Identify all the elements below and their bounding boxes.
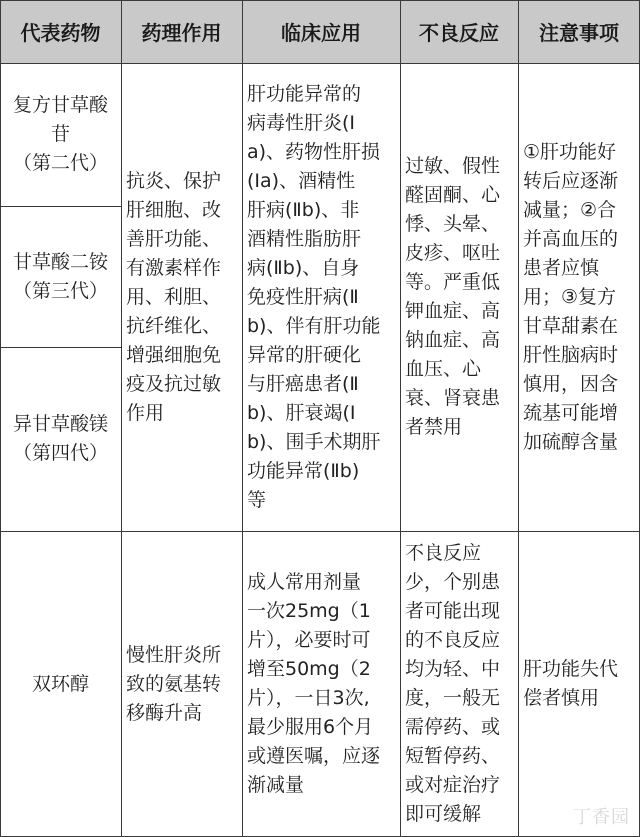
notes-cell: 肝功能失代 偿者慎用 [523, 658, 619, 709]
row-divider [0, 531, 640, 532]
drug-name-cell: 双环醇 [31, 672, 89, 695]
header-adverse: 不良反应 [400, 0, 518, 63]
clinical-cell: 肝功能异常的 病毒性肝炎(Ⅰ a)、药物性肝损 (Ⅰa)、酒精性 肝病(Ⅱb)、非 酒精性脂肪肝 病(Ⅱb)、自身 免疫性肝病(Ⅱ b)、伴有肝功能 异常的肝硬化 与肝癌患者(Ⅱ b)、肝衰竭(Ⅰ b)、围手术期肝 功能异常(Ⅱb) 等 [247, 82, 381, 511]
header-notes: 注意事项 [518, 0, 640, 63]
pharmacology-cell: 抗炎、保护 肝细胞、改 善肝功能、 有激素样作 用、利胆、 抗纤维化、 增强细胞免 疫及抗过敏 作用 [126, 169, 222, 424]
clinical-cell: 成人常用剂量 一次25mg（1 片），必要时可 增至50mg（2 片），一日3次, 最少服用6个月 或遵医嘱，应逐 渐减量 [247, 571, 381, 796]
row-divider [0, 347, 121, 348]
row-divider [0, 63, 640, 64]
notes-cell: ①肝功能好 转后应逐渐 减量；②合 并高血压的 患者应慎 用；③复方 甘草甜素在 肝性脑病时 慎用，因含 巯基可能增 加硫醇含量 [523, 140, 619, 453]
adverse-cell: 不良反应 少，个别患 者可能出现 的不良反应 均为轻、中 度，一般无 需停药、或 短暂停药、 或对症治疗 即可缓解 [405, 542, 501, 825]
watermark-logo: 丁香园 [573, 807, 630, 828]
column-divider [121, 0, 122, 837]
header-clinical: 临床应用 [242, 0, 400, 63]
column-divider [242, 0, 243, 837]
column-divider [518, 0, 519, 837]
header-drug: 代表药物 [0, 0, 121, 63]
adverse-cell: 过敏、假性 醛固酮、心 悸、头晕、 皮疹、呕吐 等。严重低 钾血症、高 钠血症、高 血压、心 衰、肾衰患 者禁用 [405, 155, 501, 438]
row-divider [0, 206, 121, 207]
pharmacology-cell: 慢性肝炎所 致的氨基转 移酶升高 [126, 643, 222, 724]
drug-name-cell: 甘草酸二铵 （第三代） [12, 250, 108, 302]
table-border-left [0, 0, 1, 837]
drug-name-cell: 异甘草酸镁 （第四代） [12, 413, 108, 464]
drug-name-cell: 复方甘草酸 苷 （第二代） [12, 94, 108, 174]
column-divider [400, 0, 401, 837]
header-pharmacology: 药理作用 [121, 0, 242, 63]
table-border-top [0, 0, 640, 1]
